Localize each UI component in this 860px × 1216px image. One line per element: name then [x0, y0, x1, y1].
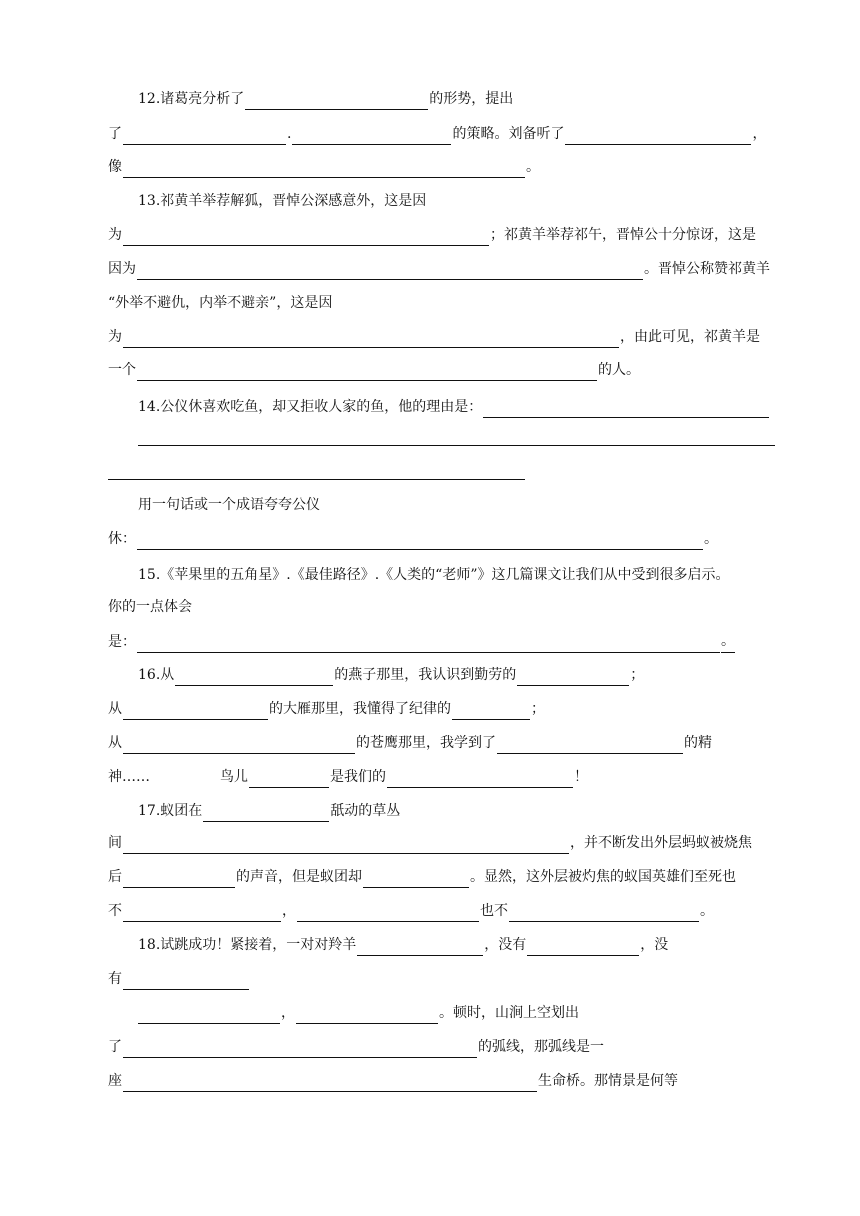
q14-line1 — [138, 396, 770, 418]
q14-blank-2[interactable] — [138, 428, 775, 446]
q13-line1 — [138, 190, 426, 212]
q13-line5-text-a: 为 — [108, 329, 122, 345]
q18-line4-text-a: 了 — [108, 1039, 122, 1055]
q15-line2 — [108, 596, 192, 618]
q14-line5-text-b: 。 — [704, 531, 718, 547]
q12-line1-text-b: 的形势，提出 — [429, 91, 514, 107]
q16-line4 — [108, 766, 588, 788]
q14-line2 — [138, 424, 775, 446]
q18-line1-text-a: 18.试跳成功！紧接着，一对对羚羊 — [138, 937, 357, 953]
q17-line3 — [108, 866, 736, 888]
q12-line3 — [108, 156, 540, 178]
q18-line5-text-a: 座 — [108, 1073, 122, 1089]
q16-line2-text-b: 的大雁那里，我懂得了纪律的 — [269, 701, 451, 717]
q17-blank-6[interactable] — [297, 904, 479, 922]
q18-blank-3[interactable] — [123, 972, 249, 990]
q16-blank-2[interactable] — [517, 668, 629, 686]
q18-line4 — [108, 1036, 604, 1058]
q17-line2 — [108, 832, 752, 854]
q13-line3 — [108, 258, 770, 280]
q12-line2-text-a: 了 — [108, 126, 122, 142]
q15-blank-1[interactable] — [137, 635, 720, 653]
q15-line1 — [138, 564, 729, 586]
q17-blank-3[interactable] — [123, 870, 235, 888]
q18-line3-text-a: ， — [281, 1005, 295, 1021]
q12-line2-text-d: ， — [752, 126, 767, 142]
q15-line1-text: 15.《苹果里的五角星》.《最佳路径》.《人类的“老师”》这几篇课文让我们从中受到很多启示。 — [138, 567, 730, 583]
q16-line3-text-a: 从 — [108, 735, 122, 751]
q13-blank-1[interactable] — [123, 228, 489, 246]
q15-line2-text: 你的一点体会 — [108, 599, 192, 615]
q18-line1 — [138, 934, 668, 956]
q18-line5-text-b: 生命桥。那情景是何等 — [538, 1073, 678, 1089]
q13-line4 — [108, 292, 332, 314]
q17-line4-text-b: ， — [282, 903, 296, 919]
q16-blank-8[interactable] — [387, 770, 573, 788]
q16-line3 — [108, 732, 712, 754]
q12-line2 — [108, 123, 766, 145]
q16-blank-1[interactable] — [175, 668, 333, 686]
q17-line3-text-b: 的声音，但是蚁团却 — [236, 869, 362, 885]
q13-line6 — [108, 359, 640, 381]
q14-line1-text: 14.公仪休喜欢吃鱼，却又拒收人家的鱼，他的理由是： — [138, 399, 483, 415]
q12-line2-text-b: . — [287, 126, 292, 142]
q16-blank-6[interactable] — [497, 736, 683, 754]
q17-line3-text-a: 后 — [108, 869, 122, 885]
q16-blank-4[interactable] — [452, 702, 530, 720]
q15-line3-text-a: 是： — [108, 634, 136, 650]
q16-line4-text-a: 神…… — [108, 769, 150, 785]
q17-line2-text-b: ，并不断发出外层蚂蚁被烧焦 — [570, 835, 752, 851]
q14-line5 — [108, 528, 718, 550]
q16-line1-text-b: 的燕子那里，我认识到勤劳的 — [334, 667, 517, 683]
q16-line1 — [138, 664, 644, 686]
q17-blank-1[interactable] — [203, 804, 329, 822]
q18-line5 — [108, 1070, 678, 1092]
q12-blank-4[interactable] — [565, 127, 751, 145]
q16-line2-text-a: 从 — [108, 701, 122, 717]
q16-line4-text-d: ！ — [574, 769, 588, 785]
q12-blank-1[interactable] — [245, 92, 428, 110]
q16-blank-3[interactable] — [123, 702, 268, 720]
q16-blank-7[interactable] — [249, 770, 329, 788]
q14-blank-4[interactable] — [137, 532, 703, 550]
q12-line1 — [138, 88, 513, 110]
q14-line4-text: 用一句话或一个成语夸夸公仪 — [138, 497, 320, 513]
q17-blank-7[interactable] — [509, 904, 699, 922]
q18-line1-text-c: ，没 — [640, 937, 669, 953]
q16-blank-5[interactable] — [123, 736, 355, 754]
q14-line4 — [138, 494, 320, 516]
q16-line1-text-a: 16.从 — [138, 667, 175, 683]
q17-line3-text-c: 。显然，这外层被灼焦的蚁国英雄们至死也 — [470, 869, 736, 885]
q17-line1-text-b: 舐动的草丛 — [330, 803, 401, 819]
q15-line3 — [108, 630, 735, 652]
q17-line1-text-a: 17.蚁团在 — [138, 803, 203, 819]
q18-blank-4[interactable] — [138, 1006, 280, 1024]
q13-line6-text-b: 的人。 — [598, 362, 640, 378]
q14-line3 — [108, 458, 525, 480]
q18-line3-text-b: 。顿时，山涧上空划出 — [439, 1005, 579, 1021]
q13-line5 — [108, 326, 760, 348]
q12-line1-text-a: 12.诸葛亮分析了 — [138, 91, 245, 107]
q13-line4-text: “外举不避仇，内举不避亲”，这是因 — [108, 295, 333, 311]
q16-line2 — [108, 698, 545, 720]
q12-line3-text-a: 像 — [108, 159, 122, 175]
q12-line3-text-b: 。 — [526, 159, 540, 175]
q15-line3-text-b: 。 — [721, 630, 735, 653]
q13-line3-text-a: 因为 — [108, 261, 136, 277]
q17-line1 — [138, 800, 400, 822]
q17-line4 — [108, 900, 714, 922]
q18-blank-1[interactable] — [357, 938, 483, 956]
q18-line2-text: 有 — [108, 971, 122, 987]
q18-line3 — [138, 1002, 579, 1024]
q18-line1-text-b: ，没有 — [484, 937, 527, 953]
q18-blank-2[interactable] — [527, 938, 639, 956]
q13-blank-2[interactable] — [137, 262, 643, 280]
q18-line2 — [108, 968, 250, 990]
q16-line2-text-c: ； — [531, 701, 545, 717]
q13-line2 — [108, 224, 756, 246]
q16-line4-text-c: 是我们的 — [330, 769, 386, 785]
q17-line4-text-d: 。 — [700, 903, 714, 919]
q16-line3-text-c: 的精 — [684, 735, 712, 751]
q17-line2-text-a: 间 — [108, 835, 122, 851]
q17-blank-4[interactable] — [363, 870, 469, 888]
q13-line2-text-a: 为 — [108, 227, 122, 243]
q13-line2-text-b: ；祁黄羊举荐祁午，晋悼公十分惊讶，这是 — [490, 227, 756, 243]
q13-line6-text-a: 一个 — [108, 362, 136, 378]
q18-blank-5[interactable] — [296, 1006, 438, 1024]
q13-line5-text-b: ，由此可见，祁黄羊是 — [620, 329, 760, 345]
q18-line4-text-b: 的弧线，那弧线是一 — [478, 1039, 604, 1055]
q16-line4-text-b: 鸟儿 — [220, 769, 248, 785]
q13-blank-3[interactable] — [123, 330, 619, 348]
q13-blank-4[interactable] — [137, 363, 597, 381]
q16-line3-text-b: 的苍鹰那里，我学到了 — [356, 735, 496, 751]
q16-line1-text-c: ； — [630, 667, 645, 683]
q17-blank-5[interactable] — [123, 904, 281, 922]
q14-blank-1[interactable] — [483, 400, 769, 418]
q13-line1-text: 13.祁黄羊举荐解狐，晋悼公深感意外，这是因 — [138, 193, 427, 209]
q12-line2-text-c: 的策略。刘备听了 — [452, 126, 565, 142]
q12-blank-5[interactable] — [123, 160, 525, 178]
q17-blank-2[interactable] — [123, 836, 569, 854]
q18-blank-7[interactable] — [123, 1074, 537, 1092]
q13-line3-text-b: 。晋悼公称赞祁黄羊 — [644, 261, 770, 277]
q17-line4-text-c: 也不 — [480, 903, 508, 919]
q14-line5-text-a: 休： — [108, 531, 136, 547]
q14-blank-3[interactable] — [108, 462, 525, 480]
q17-line4-text-a: 不 — [108, 903, 122, 919]
q12-blank-3[interactable] — [292, 127, 451, 145]
q18-blank-6[interactable] — [123, 1040, 477, 1058]
q12-blank-2[interactable] — [123, 127, 286, 145]
